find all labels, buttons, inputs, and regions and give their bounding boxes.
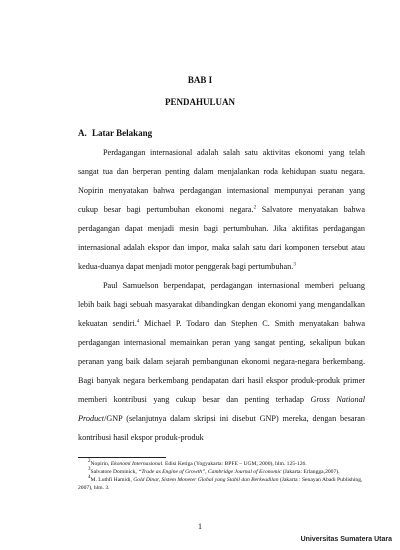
section-title: Latar Belakang bbox=[92, 128, 153, 138]
footnote: $^3$Salvatore Dominick, “Trade as Engine of Growth”, Cambridge Journal of Economic (Jakarta: Erlangga,2007). bbox=[88, 467, 340, 476]
footnote-divider bbox=[78, 457, 166, 458]
section-number: A. bbox=[78, 128, 87, 138]
university-watermark: Universitas Sumatera Utara bbox=[300, 536, 392, 543]
chapter-title: PENDAHULUAN bbox=[164, 97, 235, 107]
chapter-heading: BAB I bbox=[187, 75, 213, 85]
page-number: 1 bbox=[198, 522, 202, 531]
footnote: $^2$Nopirin, Ekonomi Internasional. Edisi Ketiga (Yogyakarta: BPFE – UGM, 2000), hlm. 125-126. bbox=[88, 459, 307, 467]
body-text bbox=[78, 143, 365, 447]
paragraph: Perdagangan internasional adalah salah satu aktivitas ekonomi yang telah sangat tua dan berperan penting dalam menjalankan roda kehidupan suatu negara. Nopirin menyatakan bahwa perdagangan internasional mempunyai peranan yang cukup besar bagi pertumbuhan ekonomi negara.$^2$ Salvatore menyatakan bahwa perdagangan dapat menjadi mesin bagi pertumbuhan. Jika aktifitas perdagangan internasional adalah ekspor dan impor, maka salah satu dari komponen tersebut atau kedua-duanya dapat menjadi motor penggerak bagi pertumbuhan.$^3$ bbox=[78, 148, 365, 271]
footnote-ref: 3 bbox=[293, 262, 296, 268]
section-heading bbox=[78, 128, 152, 138]
footnote-ref: 4 bbox=[136, 319, 140, 325]
footnote-ref: 2 bbox=[253, 205, 257, 211]
footnote: $^4$M. Luthfi Hamidi, Gold Dinar, Sistem Moneter Global yang Stabil dan Berkeadilan (Jakarta : Senayan Abadi Publishing, 2007), hlm. 3. bbox=[78, 475, 363, 491]
footnotes bbox=[78, 461, 365, 493]
paragraph: Paul Samuelson berpendapat, perdagangan internasional memberi peluang lebih baik bagi sebuah masyarakat dibandingkan dengan ekonomi yang mengandalkan kekuatan sendiri.$^4$ Michael P. Todaro dan Stephen C. Smith menyatakan bahwa perdagangan internasional memainkan peran yang sangat penting, sekalipun bukan peranan yang baik dalam sejarah pembangunan ekonomi negara-negara berkembang. Bagi banyak negara berkembang pendapatan dari hasil ekspor produk-produk primer memberi kontribusi yang cukup besar dan penting terhadap Gross National Product/GNP (selanjutnya dalam skripsi ini disebut GNP) mereka, dengan besaran kontribusi hasil ekspor produk-produk bbox=[78, 281, 365, 442]
